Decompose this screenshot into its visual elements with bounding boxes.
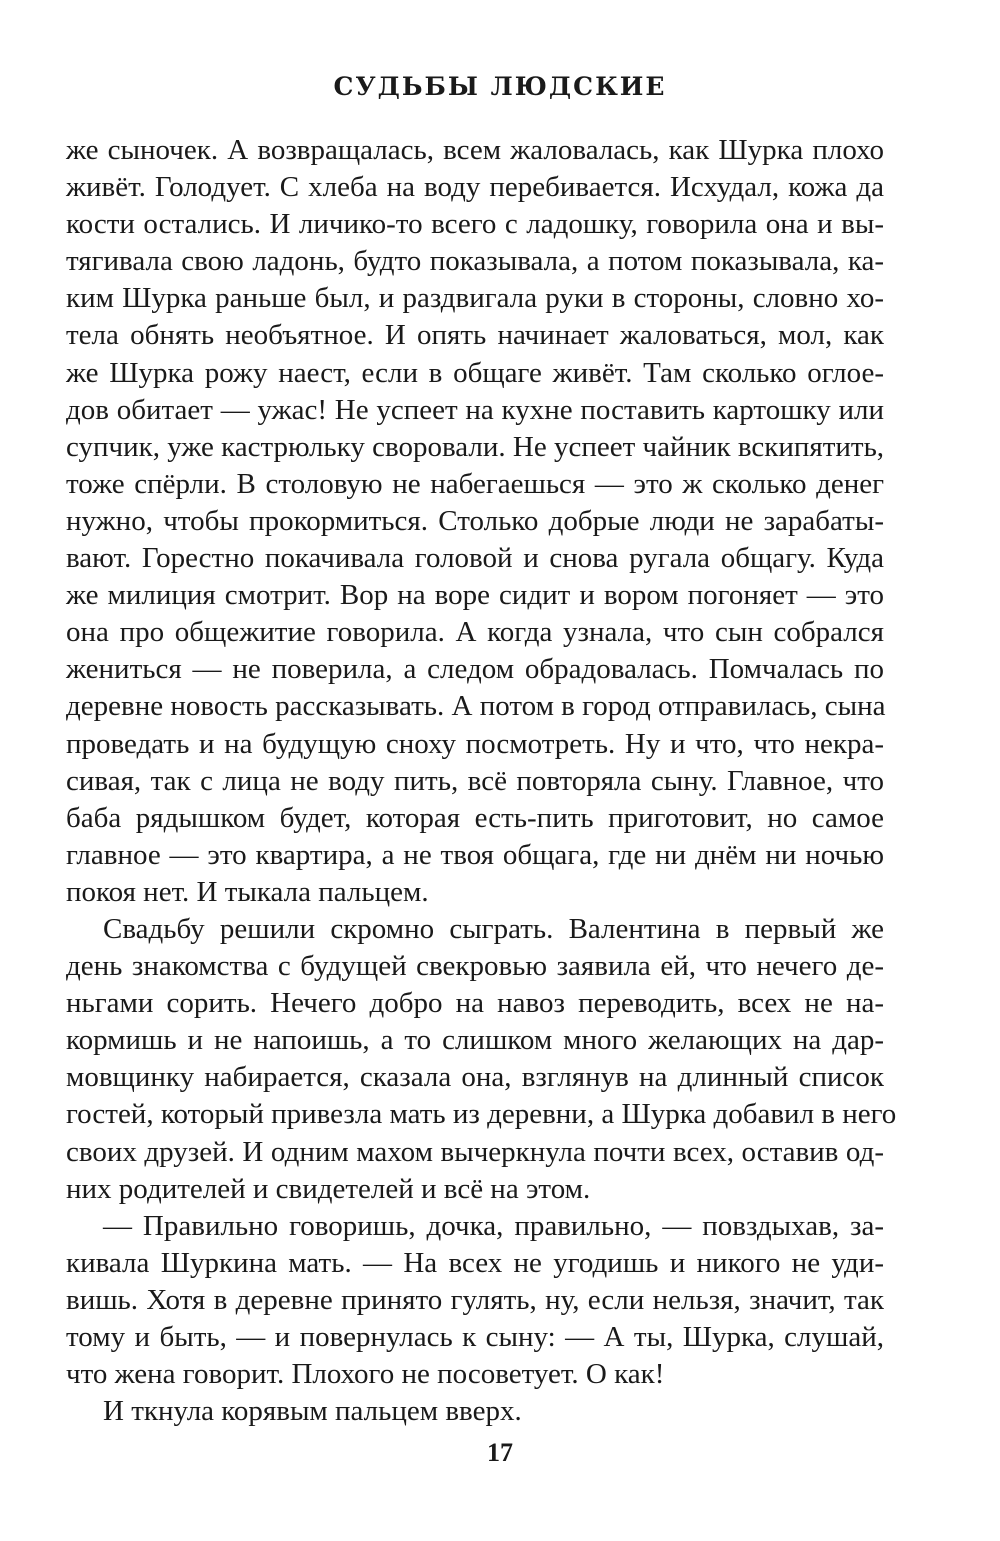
text-line: живёт. Голодует. С хлеба на воду перебивается. Исхудал, кожа да [66,171,884,204]
text-line: тому и быть, — и повернулась к сыну: — А ты, Шурка, слушай, [66,1321,884,1353]
text-line: главное — это квартира, а не твоя общага, где ни днём ни ночью [66,838,884,871]
text-line: — Правильно говоришь, дочка, правильно, — повздыхав, за- [103,1209,884,1242]
text-line: ким Шурка раньше был, и раздвигала руки в стороны, словно хо- [66,282,884,315]
running-header: СУДЬБЫ ЛЮДСКИЕ [333,72,667,101]
text-line: кивала Шуркина мать. — На всех не угодишь и никого не уди- [66,1246,884,1279]
text-line: же милиция смотрит. Вор на воре сидит и вором погоняет — это [66,579,884,612]
text-line: ньгами сорить. Нечего добро на навоз переводить, всех не на- [66,987,884,1020]
text-line: дов обитает — ужас! Не успеет на кухне поставить картошку или [66,393,884,426]
text-line: баба рядышком будет, которая есть-пить приготовит, но самое [66,801,884,834]
text-line: жениться — не поверила, а следом обрадовалась. Помчалась по [66,653,884,686]
text-line: же Шурка рожу наест, если в общаге живёт. Там сколько оглое- [66,356,884,389]
text-line: тоже спёрли. В столовую не набегаешься — это ж сколько денег [66,467,884,500]
text-line: тела обнять необъятное. И опять начинает жаловаться, мол, как [66,319,884,352]
text-line: проведать и на будущую сноху посмотреть. Ну и что, что некра- [66,727,884,760]
text-line: вают. Горестно покачивала головой и снова ругала общагу. Куда [66,542,884,575]
text-line: кости остались. И личико-то всего с ладошку, говорила она и вы- [66,208,884,241]
text-line: своих друзей. И одним махом вычеркнула почти всех, оставив од- [66,1135,884,1168]
text-line: гостей, который привезла мать из деревни, а Шурка добавил в него [66,1098,897,1131]
text-line: кормишь и не напоишь, а то слишком много желающих на дар- [66,1024,884,1057]
paragraph-4 [66,1393,884,1430]
text-line: супчик, уже кастрюльку своровали. Не успеет чайник вскипятить, [66,430,885,463]
text-line: И ткнула корявым пальцем вверх. [103,1395,522,1428]
text-line: них родителей и свидетелей и всё на этом. [66,1172,591,1205]
text-line: она про общежитие говорила. А когда узнала, что сын собрался [66,616,884,649]
page-number: 17 [487,1438,513,1467]
body-text [66,132,897,1430]
text-line: деревне новость рассказывать. А потом в город отправилась, сына [66,690,886,723]
text-line: что жена говорит. Плохого не посоветует. О как! [66,1358,665,1391]
paragraph-3 [66,1208,884,1393]
text-line: вишь. Хотя в деревне принято гулять, ну, если нельзя, значит, так [66,1283,884,1316]
text-line: мовщинку набирается, сказала она, взглянув на длинный список [66,1061,884,1094]
text-line: нужно, чтобы прокормиться. Столько добрые люди не зарабаты- [66,504,884,537]
text-line: сивая, так с лица не воду пить, всё повторяла сыну. Главное, что [66,764,884,797]
text-line: Свадьбу решили скромно сыграть. Валентина в первый же [103,912,884,945]
text-line: же сыночек. А возвращалась, всем жаловалась, как Шурка плохо [66,134,884,166]
text-line: покоя нет. И тыкала пальцем. [66,875,429,908]
paragraph-2 [66,911,897,1208]
text-line: тягивала свою ладонь, будто показывала, а потом показывала, ка- [66,245,884,278]
text-line: день знакомства с будущей свекровью заявила ей, что нечего де- [66,950,884,983]
paragraph-1 [66,132,884,911]
